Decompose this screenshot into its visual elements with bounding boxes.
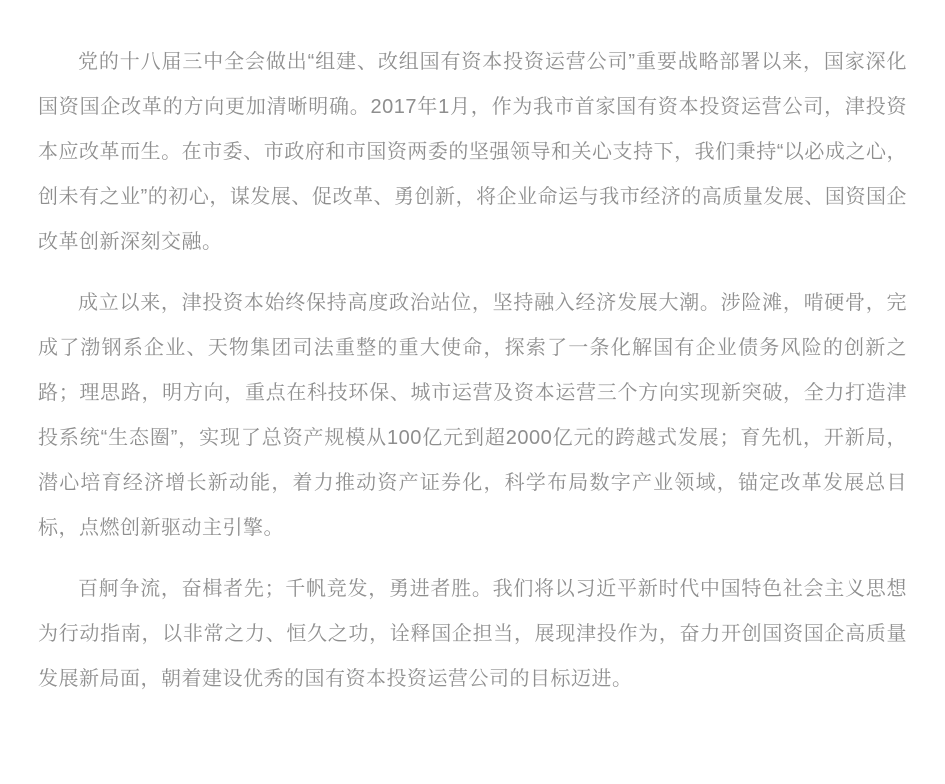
paragraph-outlook: 百舸争流，奋楫者先；千帆竞发，勇进者胜。我们将以习近平新时代中国特色社会主义思想为行动指南，以非常之力、恒久之功，诠释国企担当，展现津投作为，奋力开创国资国企高质量发展新局面，朝着建设优秀的国有资本投资运营公司的目标迈进。 <box>38 578 907 690</box>
paragraph-intro: 党的十八届三中全会做出“组建、改组国有资本投资运营公司”重要战略部署以来，国家深化国资国企改革的方向更加清晰明确。2017年1月，作为我市首家国有资本投资运营公司，津投资本应改革而生。在市委、市政府和市国资两委的坚强领导和关心支持下，我们秉持“以必成之心，创未有之业”的初心，谋发展、促改革、勇创新，将企业命运与我市经济的高质量发展、国资国企改革创新深刻交融。 <box>38 51 907 253</box>
paragraph-achievements: 成立以来，津投资本始终保持高度政治站位，坚持融入经济发展大潮。涉险滩，啃硬骨，完成了渤钢系企业、天物集团司法重整的重大使命，探索了一条化解国有企业债务风险的创新之路；理思路，明方向，重点在科技环保、城市运营及资本运营三个方向实现新突破，全力打造津投系统“生态圈”，实现了总资产规模从100亿元到超2000亿元的跨越式发展；育先机，开新局，潜心培育经济增长新动能，着力推动资产证券化，科学布局数字产业领域，锚定改革发展总目标，点燃创新驱动主引擎。 <box>38 292 907 539</box>
